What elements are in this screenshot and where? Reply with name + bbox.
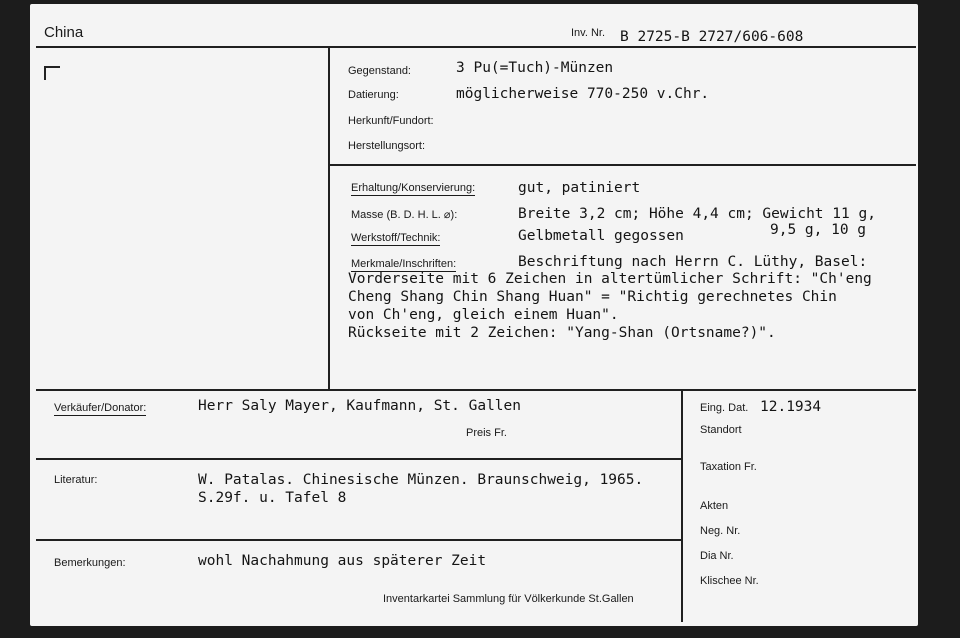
dia-nr-label: Dia Nr. (700, 550, 734, 562)
taxation-label: Taxation Fr. (700, 461, 757, 473)
akten-label: Akten (700, 500, 729, 512)
erhaltung-value: gut, patiniert (518, 180, 641, 196)
rule-mid-upper (329, 164, 916, 166)
werkstoff-label: Werkstoff/Technik: (351, 232, 441, 244)
merkmale-line: Rückseite mit 2 Zeichen: "Yang-Shan (Ortsname?)". (348, 325, 776, 341)
rule-header (36, 46, 916, 48)
inventory-card (30, 4, 918, 626)
verkaeufer-label (54, 402, 146, 414)
standort-label: Standort (700, 424, 742, 436)
inv-nr-value: B 2725-B 2727/606-608 (620, 29, 804, 45)
rule-literatur-top (36, 458, 682, 460)
werkstoff-value: Gelbmetall gegossen (518, 228, 684, 244)
verkaeufer-value: Herr Saly Mayer, Kaufmann, St. Gallen (198, 398, 522, 414)
inv-nr-label: Inv. Nr. (571, 27, 606, 39)
merkmale-value-first: Beschriftung nach Herrn C. Lüthy, Basel: (518, 254, 868, 270)
eing-dat-value: 12.1934 (760, 399, 822, 415)
merkmale-label: Merkmale/Inschriften: (351, 258, 457, 270)
merkmale-line: von Ch'eng, gleich einem Huan". (348, 307, 619, 323)
masse-value-line2: 9,5 g, 10 g (770, 222, 867, 238)
rule-upper-bottom (36, 389, 916, 391)
preis-label: Preis Fr. (466, 427, 507, 439)
merkmale-text-block (348, 270, 872, 342)
eing-dat-label: Eing. Dat. (700, 402, 749, 414)
klischee-nr-label: Klischee Nr. (700, 575, 759, 587)
verkaeufer-label-text: Verkäufer/Donator: (54, 402, 147, 414)
datierung-value: möglicherweise 770-250 v.Chr. (456, 86, 710, 102)
herkunft-label: Herkunft/Fundort: (348, 115, 434, 127)
literatur-line1: W. Patalas. Chinesische Münzen. Braunschweig, 1965. (198, 472, 644, 488)
gegenstand-label: Gegenstand: (348, 65, 411, 77)
masse-value-line1: Breite 3,2 cm; Höhe 4,4 cm; Gewicht 11 g, (518, 206, 876, 222)
erhaltung-label: Erhaltung/Konservierung: (351, 182, 476, 194)
datierung-label: Datierung: (348, 89, 399, 101)
rule-side-left (681, 390, 683, 622)
literatur-line2: S.29f. u. Tafel 8 (198, 490, 347, 506)
bemerkungen-value: wohl Nachahmung aus späterer Zeit (198, 553, 487, 569)
card-footer: Inventarkartei Sammlung für Völkerkunde St.Gallen (383, 593, 634, 605)
merkmale-line: Vorderseite mit 6 Zeichen in altertümlicher Schrift: "Ch'eng (348, 271, 872, 287)
rule-bemerkungen-top (36, 539, 682, 541)
literatur-label: Literatur: (54, 474, 98, 486)
gegenstand-value: 3 Pu(=Tuch)-Münzen (456, 60, 614, 76)
rule-photo-right (328, 47, 330, 389)
region-label: China (44, 24, 84, 41)
masse-label: Masse (B. D. H. L. ⌀): (351, 209, 458, 221)
merkmale-line: Cheng Shang Chin Shang Huan" = "Richtig gerechnetes Chin (348, 289, 837, 305)
bemerkungen-label: Bemerkungen: (54, 557, 126, 569)
herstellungsort-label: Herstellungsort: (348, 140, 426, 152)
photo-corner-mark (44, 66, 60, 80)
neg-nr-label: Neg. Nr. (700, 525, 741, 537)
